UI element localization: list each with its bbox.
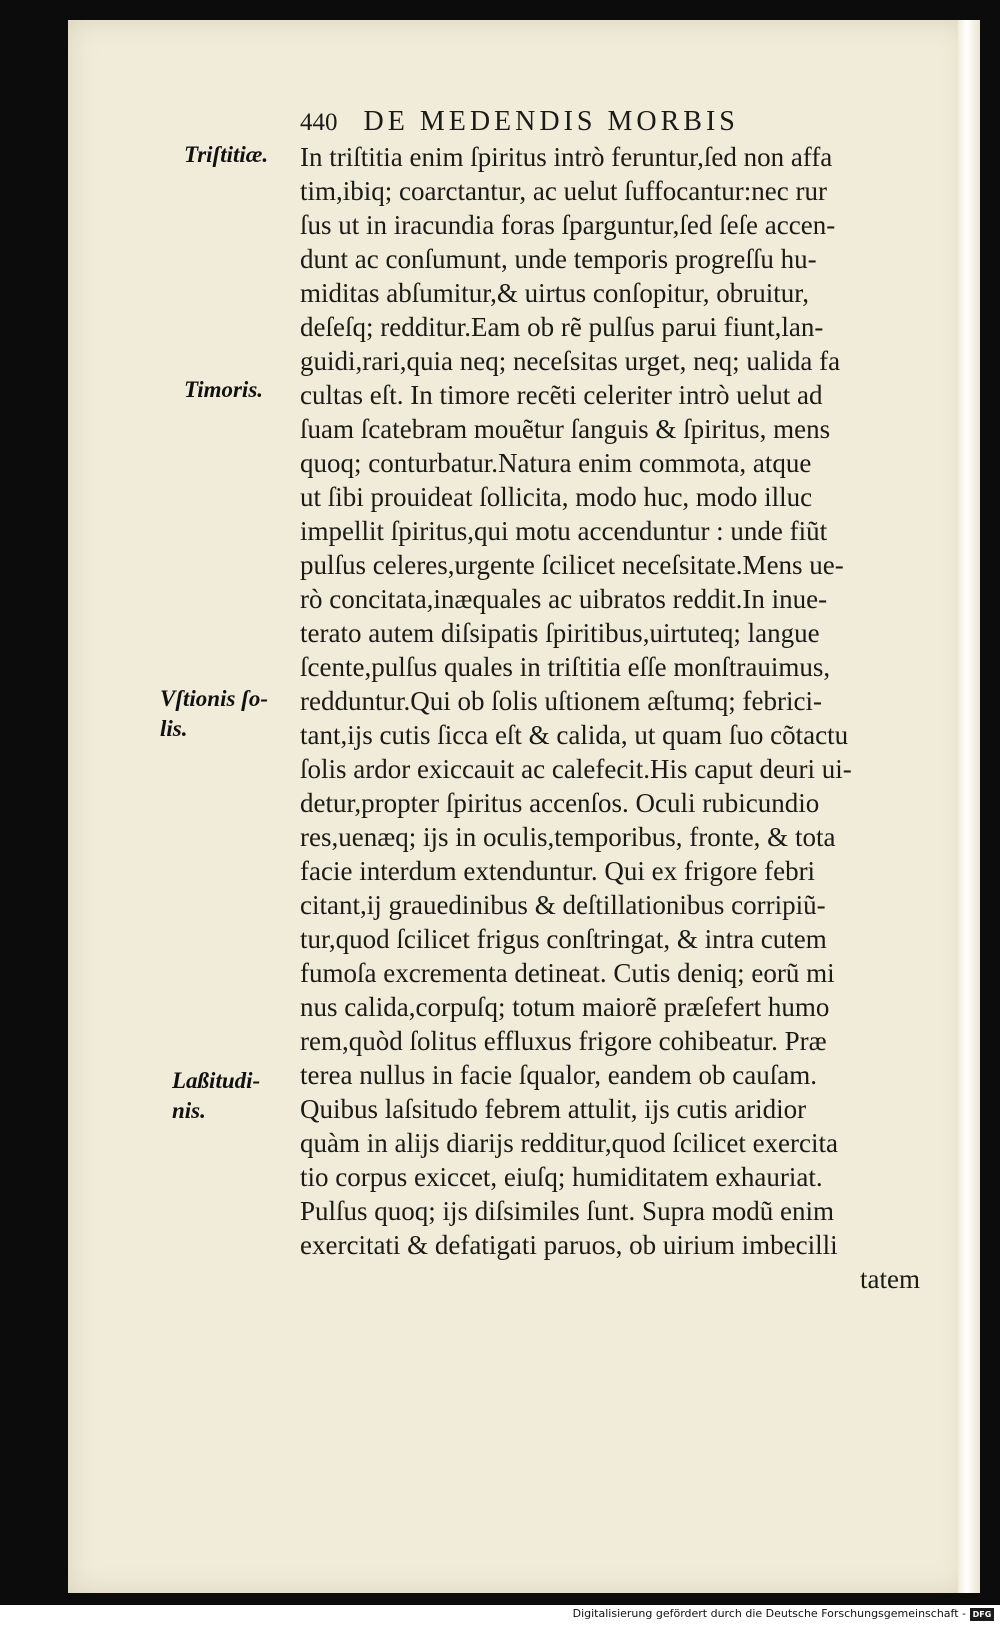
text-line: rem,quòd ſolitus effluxus frigore cohibeatur. Præ: [300, 1026, 827, 1056]
text-line: cultas eſt. In timore recẽti celeriter intrò uelut ad: [300, 380, 823, 410]
text-line: redduntur.Qui ob ſolis uſtionem æſtumq; febrici-: [300, 686, 822, 716]
text-line: dunt ac conſumunt, unde temporis progreſſu hu-: [300, 244, 817, 274]
text-line: nus calida,corpuſq; totum maiorẽ præſefert humo: [300, 992, 830, 1022]
running-title: DE MEDENDIS MORBIS: [363, 106, 739, 137]
text-line: deſeſq; redditur.Eam ob rẽ pulſus parui fiunt,lan-: [300, 312, 824, 342]
text-line: Pulſus quoq; ijs diſsimiles ſunt. Supra modũ enim: [300, 1196, 835, 1226]
text-line: ſus ut in iracundia foras ſparguntur,ſed ſeſe accen-: [300, 210, 836, 240]
text-line: exercitati & defatigati paruos, ob uirium imbecilli: [300, 1230, 838, 1260]
text-line: impellit ſpiritus,qui motu accenduntur : unde fiũt: [300, 516, 828, 546]
text-line: tur,quod ſcilicet frigus conſtringat, & intra cutem: [300, 924, 827, 954]
body-text: [300, 140, 940, 1296]
text-line: In triſtitia enim ſpiritus intrò feruntur,ſed non affa: [300, 142, 833, 172]
page-edge: [958, 20, 980, 1593]
marginal-note-tristitiae: Triſtitiæ.: [184, 142, 269, 167]
text-line: ſcente,pulſus quales in triſtitia eſſe monſtrauimus,: [300, 652, 831, 682]
text-line: terea nullus in facie ſqualor, eandem ob cauſam.: [300, 1060, 817, 1090]
text-line: quoq; conturbatur.Natura enim commota, atque: [300, 448, 812, 478]
text-line: pulſus celeres,urgente ſcilicet neceſsitate.Mens ue-: [300, 550, 844, 580]
text-line: res,uenæq; ijs in oculis,temporibus, fronte, & tota: [300, 822, 836, 852]
text-line: fumoſa excrementa detineat. Cutis deniq; eorũ mi: [300, 958, 835, 988]
dfg-logo: DFG: [970, 1608, 994, 1621]
marginal-note-lassitudinis: Laßitudi- nis.: [172, 1068, 261, 1123]
marginal-note-ustionis-solis: Vſtionis ſo- lis.: [160, 686, 268, 741]
text-line: detur,propter ſpiritus accenſos. Oculi rubicundio: [300, 788, 820, 818]
text-line: miditas abſumitur,& uirtus conſopitur, obruitur,: [300, 278, 809, 308]
text-line: rò concitata,inæquales ac uibratos reddit.In inue-: [300, 584, 828, 614]
marginal-note-timoris: Timoris.: [184, 377, 264, 402]
text-line: ſuam ſcatebram mouẽtur ſanguis & ſpiritus, mens: [300, 414, 831, 444]
text-line: citant,ij grauedinibus & deſtillationibus corripiũ-: [300, 890, 826, 920]
text-line: tim,ibiq; coarctantur, ac uelut ſuffocantur:nec rur: [300, 176, 827, 206]
text-line: tant,ijs cutis ſicca eſt & calida, ut quam ſuo cõtactu: [300, 720, 849, 750]
text-line: Quibus laſsitudo febrem attulit, ijs cutis aridior: [300, 1094, 807, 1124]
text-line: guidi,rari,quia neq; neceſsitas urget, neq; ualida fa: [300, 346, 841, 376]
digitization-credit: Digitalisierung gefördert durch die Deutsche Forschungsgemeinschaft -: [572, 1607, 966, 1620]
running-header: [300, 106, 860, 142]
text-line: ut ſibi prouideat ſollicita, modo huc, modo illuc: [300, 482, 813, 512]
text-line: terato autem diſsipatis ſpiritibus,uirtuteq; langue: [300, 618, 820, 648]
text-line: tio corpus exiccet, eiuſq; humiditatem exhauriat.: [300, 1162, 823, 1192]
page-number: 440: [300, 109, 338, 136]
text-line: facie interdum extenduntur. Qui ex frigore febri: [300, 856, 816, 886]
text-line: ſolis ardor exiccauit ac calefecit.His caput deuri ui-: [300, 754, 852, 784]
catchword: tatem: [860, 1264, 920, 1294]
text-line: quàm in alijs diarijs redditur,quod ſcilicet exercita: [300, 1128, 838, 1158]
